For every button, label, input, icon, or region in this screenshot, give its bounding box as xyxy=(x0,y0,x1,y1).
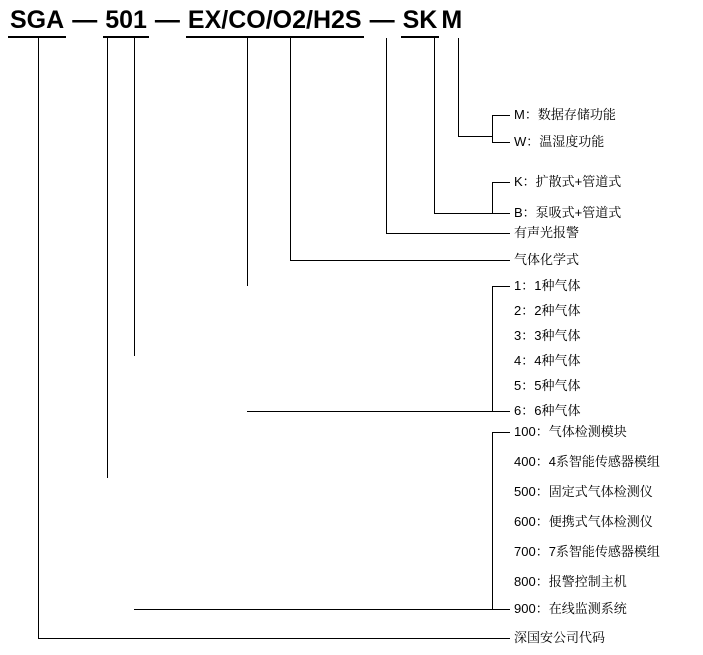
label-gas-3: 3：3种气体 xyxy=(514,328,581,343)
leader-line-company xyxy=(38,38,39,638)
model-code-title xyxy=(8,6,464,38)
label-gas-4: 4：4种气体 xyxy=(514,353,581,368)
code-segment-gases: EX/CO/O2/H2S xyxy=(186,6,364,38)
label-suffix-m: M：数据存储功能 xyxy=(514,107,616,122)
label-series-100: 100：气体检测模块 xyxy=(514,424,627,439)
connector-principle xyxy=(290,260,510,261)
tick-series-100 xyxy=(492,432,510,433)
label-series-600: 600：便携式气体检测仪 xyxy=(514,514,653,529)
tick-m xyxy=(492,115,510,116)
code-dash-3: — xyxy=(369,6,395,34)
label-series-700: 700：7系智能传感器模组 xyxy=(514,544,660,559)
label-gas-2: 2：2种气体 xyxy=(514,303,581,318)
code-dash-1: — xyxy=(72,6,98,34)
label-series-500: 500：固定式气体检测仪 xyxy=(514,484,653,499)
bracket-function-suffix xyxy=(492,115,493,142)
leader-line-gas-count xyxy=(247,38,248,286)
leader-line-m xyxy=(458,38,459,136)
leader-line-alarm xyxy=(386,38,387,233)
connector-series-code xyxy=(134,609,492,610)
tick-series-900 xyxy=(492,609,510,610)
label-sampling-b: B：泵吸式+管道式 xyxy=(514,205,622,220)
connector-company-code xyxy=(38,638,510,639)
tick-gas-1 xyxy=(492,286,510,287)
tick-gas-6 xyxy=(492,411,510,412)
leader-line-series xyxy=(134,38,135,356)
leader-line-sk xyxy=(434,38,435,213)
leader-line-brand xyxy=(107,38,108,478)
bracket-sampling-type xyxy=(492,182,493,213)
code-dash-2: — xyxy=(154,6,180,34)
label-series-800: 800：报警控制主机 xyxy=(514,574,627,589)
code-segment-m: M xyxy=(441,6,463,34)
code-segment-brand: SGA xyxy=(8,6,66,38)
connector-gas-count xyxy=(247,411,492,412)
label-series-400: 400：4系智能传感器模组 xyxy=(514,454,660,469)
connector-m-horizontal xyxy=(458,136,492,137)
bracket-gas-count xyxy=(492,286,493,411)
label-gas-6: 6：6种气体 xyxy=(514,403,581,418)
label-alarm: 有声光报警 xyxy=(514,225,580,240)
tick-w xyxy=(492,142,510,143)
code-segment-series: 501 xyxy=(103,6,149,38)
label-gas-1: 1：1种气体 xyxy=(514,278,581,293)
label-suffix-w: W：温湿度功能 xyxy=(514,134,605,149)
label-company-code: 深国安公司代码 xyxy=(514,630,606,645)
connector-sk-horizontal xyxy=(434,213,492,214)
label-sampling-k: K：扩散式+管道式 xyxy=(514,174,622,189)
tick-b xyxy=(492,213,510,214)
leader-line-principle xyxy=(290,38,291,260)
code-segment-sk: SK xyxy=(401,6,440,38)
bracket-series-code xyxy=(492,432,493,609)
connector-alarm xyxy=(386,233,510,234)
label-series-900: 900：在线监测系统 xyxy=(514,601,627,616)
label-principle: 气体化学式 xyxy=(514,252,580,267)
tick-k xyxy=(492,182,510,183)
label-gas-5: 5：5种气体 xyxy=(514,378,581,393)
